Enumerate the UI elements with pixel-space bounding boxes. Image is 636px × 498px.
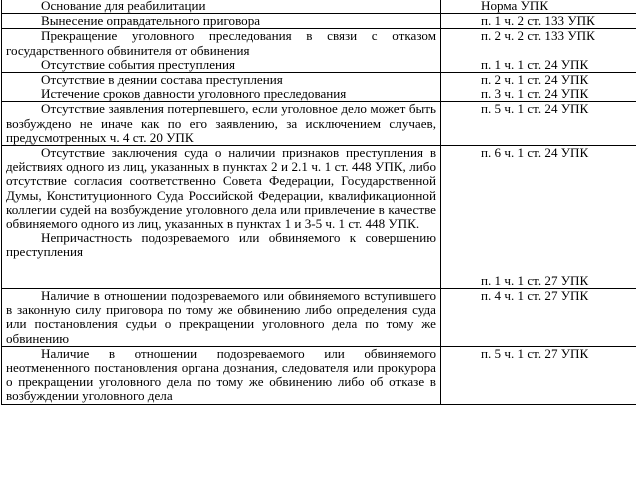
basis-cell [2,102,441,146]
basis-cell [2,73,441,102]
norm-cell [441,289,636,347]
norm-cell [441,146,636,289]
table-row [2,29,636,73]
basis-text: Наличие в отношении подозреваемого или обвиняемого вступившего в законную силу приговора по тому же обвинению либо определения суда или постановления судьи о прекращении уголовного дела по тому же обвинению [6,288,436,346]
basis-text: Отсутствие заявления потерпевшего, если уголовное дело может быть возбуждено не иначе как по его заявлению, за исключением случаев, предусмотренных ч. 4 ст. 20 УПК [6,101,436,145]
table-row [2,14,636,29]
table-row [2,102,636,146]
norm-text: п. 2 ч. 1 ст. 24 УПК [481,72,589,88]
basis-cell [2,346,441,404]
basis-text: Непричастность подозреваемого или обвиняемого к совершению преступления [6,230,436,260]
basis-cell [2,146,441,289]
table-header-row [2,0,636,14]
norm-text: п. 5 ч. 1 ст. 24 УПК [481,101,589,117]
basis-text: Отсутствие события преступления [41,56,236,72]
basis-text: Вынесение оправдательного приговора [41,13,261,29]
basis-text: Наличие в отношении подозреваемого или обвиняемого неотмененного постановления органа дознания, следователя или прокурора о прекращении уголовного дела по тому же обвинению либо об отказе в возбуждении уголовного дела [6,345,436,404]
table-row [2,346,636,404]
norm-text: п. 1 ч. 1 ст. 24 УПК [481,56,589,72]
table-row [2,289,636,347]
basis-text: Прекращение уголовного преследования в связи с отказом государственного обвинителя от обвинения [6,28,436,58]
norm-text: п. 6 ч. 1 ст. 24 УПК [481,145,589,161]
norm-text: п. 1 ч. 1 ст. 27 УПК [481,272,589,288]
norm-cell [441,29,636,73]
norm-text: п. 1 ч. 2 ст. 133 УПК [481,13,595,29]
norm-text: п. 3 ч. 1 ст. 24 УПК [481,86,589,102]
basis-text: Истечение сроков давности уголовного преследования [41,86,347,102]
header-basis-cell [2,0,441,14]
norm-text: п. 4 ч. 1 ст. 27 УПК [481,288,589,304]
rehabilitation-grounds-table [1,0,636,405]
table-row [2,73,636,102]
basis-cell [2,14,441,29]
norm-cell [441,73,636,102]
basis-cell [2,289,441,347]
header-basis: Основание для реабилитации [41,0,206,13]
norm-text: п. 5 ч. 1 ст. 27 УПК [481,345,589,361]
basis-text: Отсутствие в деянии состава преступления [41,72,283,88]
header-norm: Норма УПК [481,0,549,13]
norm-cell [441,14,636,29]
table-row [2,146,636,289]
basis-text: Отсутствие заключения суда о наличии признаков преступления в действиях одного из лиц, указанных в пунктах 2 и 2.1 ч. 1 ст. 448 УПК, либо отсутствие согласия соответственно Совета Федерации, Государственной Думы, Конституционного Суда Российской Федерации, квалификационной коллегии судей на возбуждение уголовного дела или привлечение в качестве обвиняемого одного из лиц, указанных в пунктах 1 и 3-5 ч. 1 ст. 448 УПК. [6,145,436,232]
norm-cell [441,102,636,146]
norm-cell [441,346,636,404]
header-norm-cell [441,0,636,14]
norm-text: п. 2 ч. 2 ст. 133 УПК [481,28,595,44]
basis-cell [2,29,441,73]
